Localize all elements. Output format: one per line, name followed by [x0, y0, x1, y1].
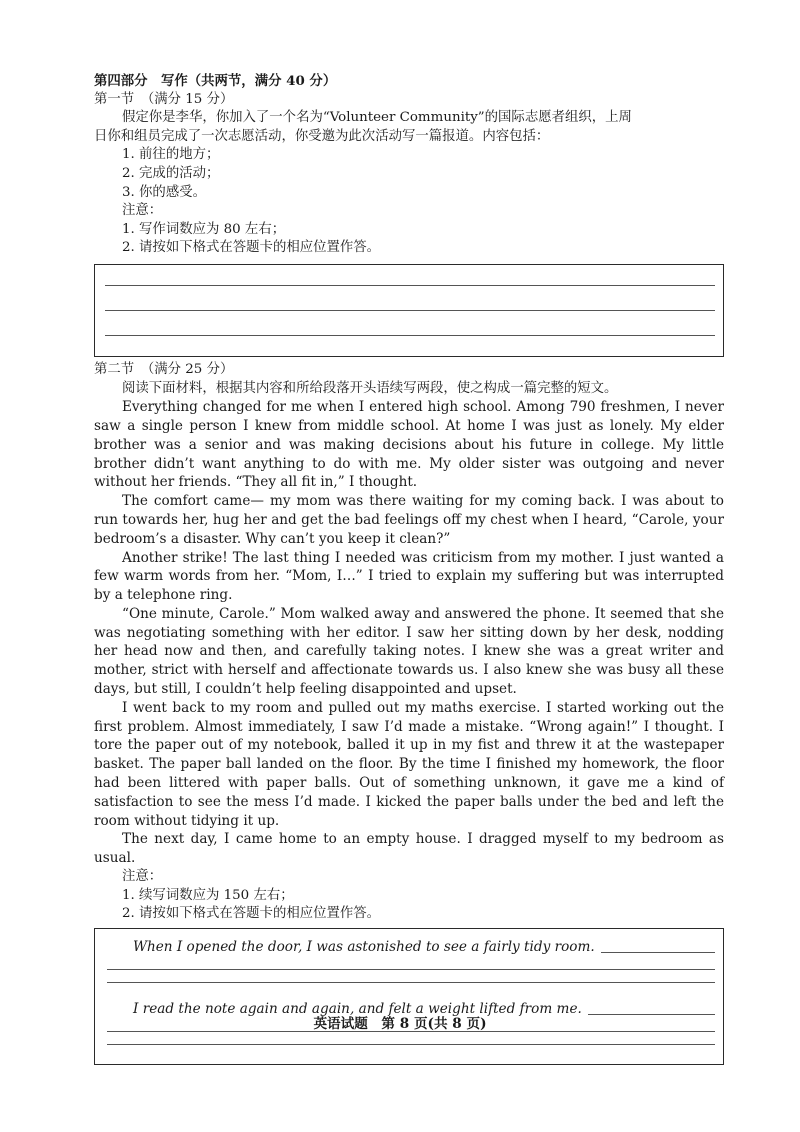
story-paragraph: “One minute, Carole.” Mom walked away and answered the phone. It seemed that she was negotiating something with her editor. I saw her sitting down by her desk, nodding her head now and then, and carefully taking notes. I knew she was a great writer and mother, strict with herself and affectionate towards us. I also knew she was busy all these days, but still, I couldn’t help feeling disappointed and upset. — [94, 605, 724, 698]
answer-line — [107, 969, 715, 970]
note-item: 1. 写作词数应为 80 左右； — [122, 221, 286, 237]
story-paragraph: I went back to my room and pulled out my maths exercise. I started working out the first problem. Almost immediately, I saw I’d made a mistake. “Wrong again!” I thought. I tore the paper out of my notebook, balled it up in my fist and threw it at the wastepaper basket. The paper ball landed on the floor. By the time I finished my homework, the floor had been littered with paper balls. Out of something unknown, it gave me a kind of satisfaction to see the mess I’d made. I kicked the paper balls under the bed and left the room without tidying it up. — [94, 699, 724, 829]
content-point: 3. 你的感受。 — [122, 184, 206, 200]
section1-prompt-line1: 假定你是李华，你加入了一个名为“Volunteer Community”的国际志愿者组织，上周 — [122, 110, 632, 126]
part4-heading: 第四部分 写作（共两节，满分 40 分） — [94, 73, 337, 89]
story-paragraph: Another strike! The last thing I needed was criticism from my mother. I just wanted a few warm words from her. “Mom, I…” I tried to explain my suffering but was interrupted by a telephone ring. — [94, 549, 724, 604]
exam-page — [94, 72, 724, 1065]
answer-box-section1 — [94, 264, 724, 357]
continuation-starter-1 — [107, 937, 715, 957]
content-point: 1. 前往的地方； — [122, 147, 220, 163]
page-footer: 英语试题 第 8 页(共 8 页) — [313, 1016, 487, 1032]
story-paragraph: Everything changed for me when I entered high school. Among 790 freshmen, I never saw a single person I knew from middle school. At home I was just as lonely. My elder brother was a senior and was making decisions about his future in college. My little brother didn’t want anything to do with me. My older sister was outgoing and never without her friends. “They all fit in,” I thought. — [94, 399, 724, 491]
note-item: 1. 续写词数应为 150 左右； — [122, 887, 294, 903]
story-paragraph: The next day, I came home to an empty house. I dragged myself to my bedroom as usual. — [94, 831, 724, 867]
answer-line — [105, 310, 715, 311]
section2-heading: 第二节 （满分 25 分） — [94, 361, 234, 377]
note-item: 2. 请按如下格式在答题卡的相应位置作答。 — [122, 240, 381, 256]
answer-line — [107, 982, 715, 983]
answer-line — [107, 1044, 715, 1045]
starter-text: When I opened the door, I was astonished to see a fairly tidy room. — [133, 938, 595, 955]
notes-label: 注意： — [122, 203, 163, 219]
section1-heading: 第一节 （满分 15 分） — [94, 91, 234, 107]
content-point: 2. 完成的活动； — [122, 165, 220, 181]
starter-text: I read the note again and again, and felt a weight lifted from me. — [133, 1000, 582, 1017]
note-item: 2. 请按如下格式在答题卡的相应位置作答。 — [122, 906, 381, 922]
answer-box-section2 — [94, 928, 724, 1065]
story-paragraph: The comfort came— my mom was there waiting for my coming back. I was about to run towards her, hug her and get the bad feelings off my chest when I heard, “Carole, your bedroom’s a disaster. Why can’t you keep it clean?” — [94, 493, 724, 547]
answer-line — [601, 952, 715, 953]
section1-prompt-line2: 日你和组员完成了一次志愿活动，你受邀为此次活动写一篇报道。内容包括： — [94, 128, 550, 144]
section2-instruction: 阅读下面材料，根据其内容和所给段落开头语续写两段，使之构成一篇完整的短文。 — [122, 380, 618, 396]
notes-label: 注意： — [122, 869, 163, 885]
answer-line — [105, 335, 715, 336]
answer-line — [105, 285, 715, 286]
